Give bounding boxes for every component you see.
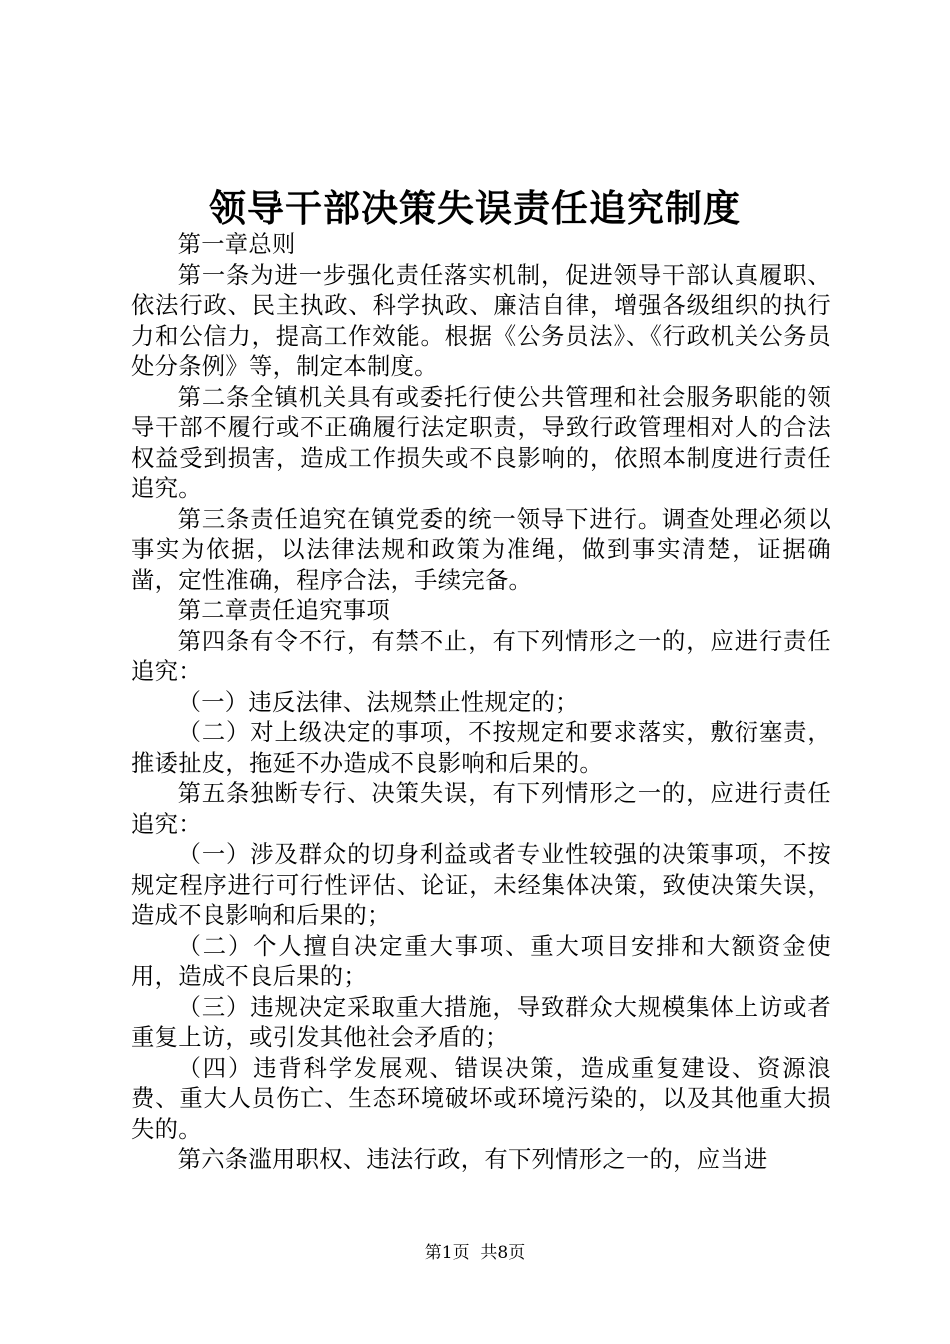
- document-title: 领导干部决策失误责任追究制度: [209, 186, 741, 230]
- list-item: （三）违规决定采取重大措施，导致群众大规模集体上访或者重复上访，或引发其他社会矛盾的；: [131, 993, 831, 1051]
- article-paragraph: 第六条滥用职权、违法行政，有下列情形之一的，应当进: [177, 1146, 768, 1173]
- article-paragraph: 第二条全镇机关具有或委托行使公共管理和社会服务职能的领导干部不履行或不正确履行法定职责，导致行政管理相对人的合法权益受到损害，造成工作损失或不良影响的，依照本制度进行责任追究。: [131, 383, 831, 502]
- article-paragraph: 第五条独断专行、决策失误，有下列情形之一的，应进行责任追究：: [131, 780, 831, 838]
- article-paragraph: 第四条有令不行，有禁不止，有下列情形之一的，应进行责任追究：: [131, 627, 831, 685]
- list-item: （二）对上级决定的事项，不按规定和要求落实，敷衍塞责，推诿扯皮，拖延不办造成不良影响和后果的。: [131, 719, 831, 777]
- page-number: 第1页: [424, 1243, 470, 1263]
- article-paragraph: 第一条为进一步强化责任落实机制，促进领导干部认真履职、依法行政、民主执政、科学执政、廉洁自律，增强各级组织的执行力和公信力，提高工作效能。根据《公务员法》、《行政机关公务员处分条例》等，制定本制度。: [131, 261, 831, 380]
- article-paragraph: 第三条责任追究在镇党委的统一领导下进行。调查处理必须以事实为依据，以法律法规和政策为准绳，做到事实清楚，证据确凿，定性准确，程序合法，手续完备。: [131, 505, 831, 594]
- list-item: （二）个人擅自决定重大事项、重大项目安排和大额资金使用，造成不良后果的；: [131, 932, 831, 990]
- page-footer: [0, 1241, 950, 1265]
- chapter-heading: 第一章总则: [177, 231, 296, 258]
- list-item: （四）违背科学发展观、错误决策，造成重复建设、资源浪费、重大人员伤亡、生态环境破坏或环境污染的，以及其他重大损失的。: [131, 1054, 831, 1143]
- document-body: [131, 230, 831, 1176]
- list-item: （一）违反法律、法规禁止性规定的；: [177, 688, 579, 716]
- chapter-heading: 第二章责任追究事项: [177, 597, 390, 624]
- list-item: （一）涉及群众的切身利益或者专业性较强的决策事项，不按规定程序进行可行性评估、论证，未经集体决策，致使决策失误，造成不良影响和后果的；: [131, 841, 831, 929]
- page-total: 共8页: [480, 1243, 526, 1263]
